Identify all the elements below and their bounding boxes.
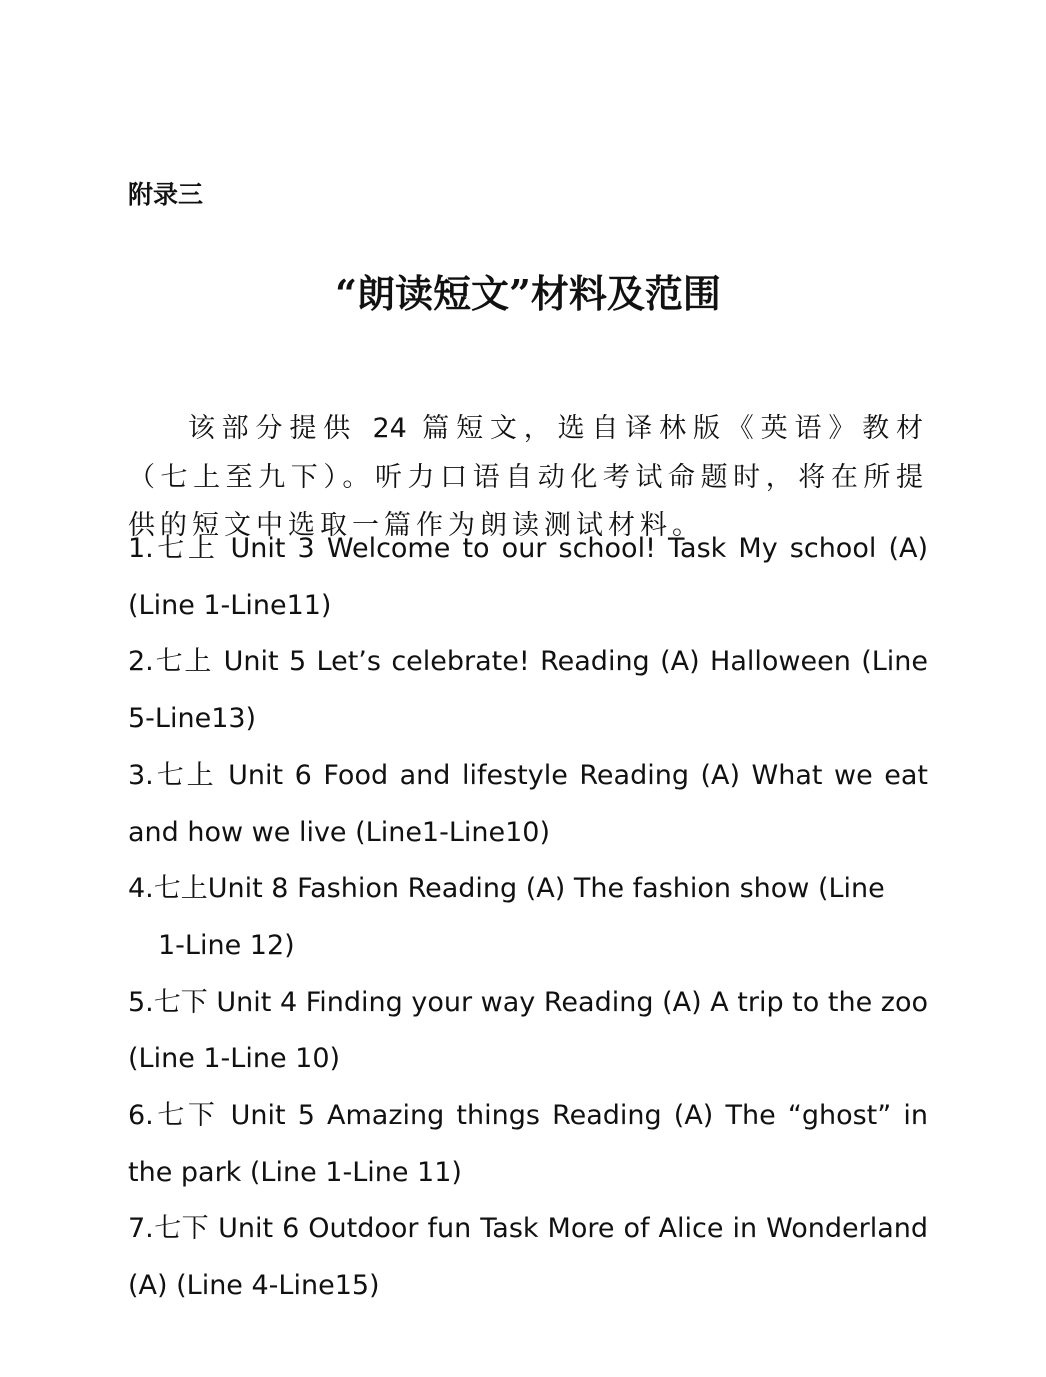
item-grade: 七上 [153,646,214,678]
item-text: Unit 3 Welcome to our school! Task My school (A) (Line 1-Line11) [128,533,929,621]
intro-part-1: 该部分提供 [186,413,358,444]
passage-item [128,1088,928,1201]
item-number: 6. [128,1100,154,1132]
item-text: Unit 8 Fashion Reading (A) The fashion show (Line [207,873,885,905]
item-number: 5. [128,986,154,1018]
item-text: Unit 5 Amazing things Reading (A) The “ghost” in the park (Line 1-Line 11) [128,1100,928,1188]
item-number: 1. [128,533,154,564]
passage-item [128,634,928,747]
passage-list [128,521,928,1315]
passage-count: 24 [372,413,407,444]
passage-item [128,1201,928,1314]
item-grade: 七下 [153,1100,219,1132]
item-text-continued: 1-Line 12) [158,929,295,961]
item-text: Unit 6 Outdoor fun Task More of Alice in Wonderland (A) (Line 4-Line15) [128,1213,929,1302]
passage-item [128,861,928,974]
document-title: “朗读短文”材料及范围 [335,271,721,316]
passage-item [128,975,928,1088]
item-text: Unit 4 Finding your way Reading (A) A trip to the zoo (Line 1-Line 10) [128,986,928,1075]
intro-part-2: 篇短文，选自译林版《英语》教材（七上至九下）。听力口语自动化考试命题时，将在所提供的短文中选取一篇作为朗读测试材料。 [128,413,928,541]
item-text: Unit 6 Food and lifestyle Reading (A) What we eat and how we live (Line1-Line10) [128,759,929,848]
item-grade: 七上 [153,533,219,564]
passage-item [128,748,928,861]
appendix-label: 附录三 [128,180,204,209]
passage-item [128,521,928,634]
item-grade: 七上 [153,759,217,791]
item-number: 4. [128,873,154,905]
item-grade: 七下 [153,986,208,1018]
item-grade: 七下 [153,1213,210,1245]
item-number: 3. [128,759,154,791]
item-number: 7. [128,1213,154,1245]
item-grade: 七上 [153,873,208,905]
item-text: Unit 5 Let’s celebrate! Reading (A) Halloween (Line 5-Line13) [128,646,929,735]
item-number: 2. [128,646,154,678]
